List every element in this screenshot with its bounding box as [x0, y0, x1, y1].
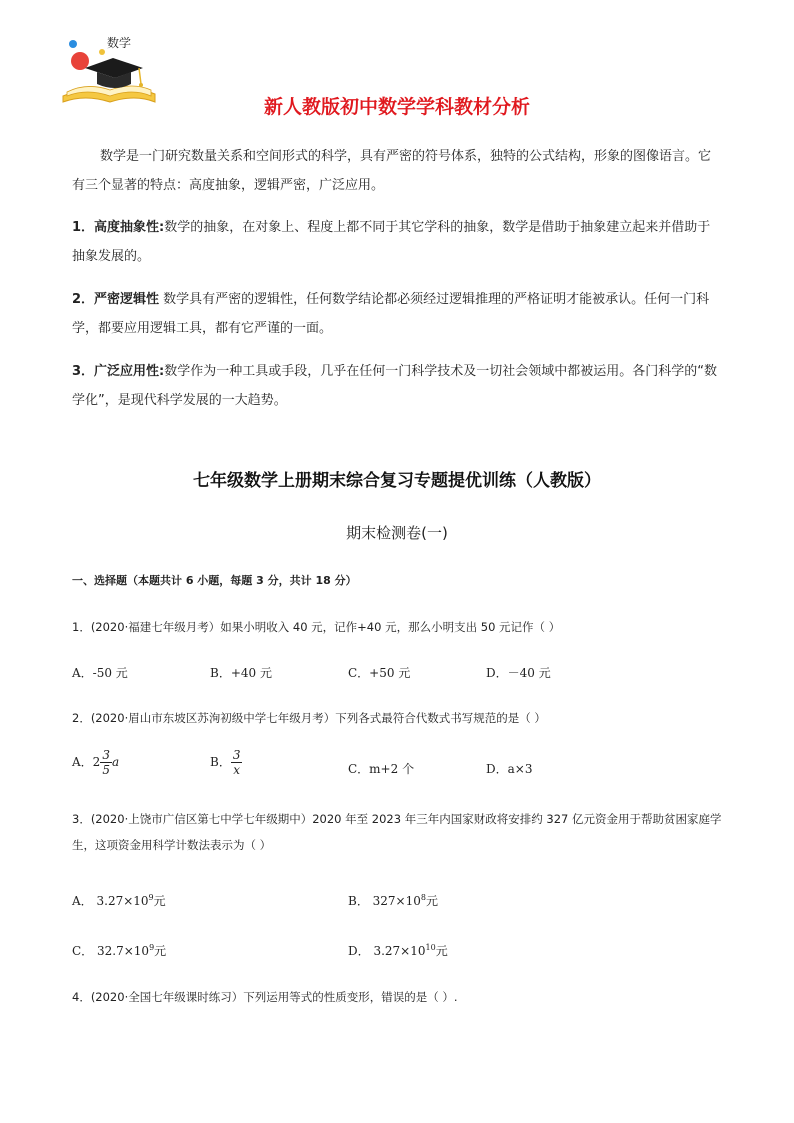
q1-option-c: C．+50 元: [348, 666, 411, 680]
q1-option-a: A．-50 元: [72, 666, 128, 680]
q3-option-b-exponent: 8: [420, 893, 426, 902]
q3-option-a-exponent: 9: [148, 893, 154, 902]
q3-option-c: [72, 942, 166, 959]
q2-option-a-whole: 2: [92, 755, 101, 769]
q2-option-c: C．m+2 个: [348, 762, 415, 776]
q2-option-b: [210, 748, 242, 777]
exam-series-title: 七年级数学上册期末综合复习专题提优训练（人教版）: [193, 471, 601, 491]
q2-option-a-numerator: 3: [102, 748, 110, 762]
q1-option-b: B．+40 元: [210, 666, 272, 680]
section-heading: 一、选择题（本题共计 6 小题，每题 3 分，共计 18 分）: [72, 574, 357, 587]
q2-option-a-fraction: [100, 748, 112, 777]
feature-logic-body: 数学具有严密的逻辑性，任何数学结论都必须经过逻辑推理的严格证明才能被承认。任何一门科学，都要应用逻辑工具，都有它严谨的一面。: [72, 292, 710, 336]
q2-option-a: [72, 748, 119, 777]
feature-application: [72, 357, 722, 415]
q2-option-b-label: B．: [210, 755, 231, 769]
q3-option-c-label: C．: [72, 944, 94, 958]
question-3: 3．(2020·上饶市广信区第七中学七年级期中）2020 年至 2023 年三年内国家财政将安排约 327 亿元资金用于帮助贫困家庭学生，这项资金用科学计数法表示为（ ）: [72, 812, 722, 852]
feature-logic: [72, 285, 722, 343]
question-2: 2．(2020·眉山市东坡区苏洵初级中学七年级月考）下列各式最符合代数式书写规范的是（ ）: [72, 711, 546, 725]
q2-option-d: D．a×3: [486, 762, 533, 776]
q3-option-b-unit: 元: [425, 894, 438, 908]
q3-option-a-unit: 元: [153, 894, 166, 908]
feature-application-body: 数学作为一种工具或手段，几乎在任何一门科学技术及一切社会领域中都被运用。各门科学的“数学化”，是现代科学发展的一大趋势。: [72, 364, 717, 408]
q3-option-d-unit: 元: [435, 944, 448, 958]
q3-option-c-base: 32.7×10: [97, 944, 150, 958]
q1-option-d: D．－40 元: [486, 666, 551, 680]
question-1: 1．(2020·福建七年级月考）如果小明收入 40 元，记作+40 元，那么小明支出 50 元记作（ ）: [72, 620, 561, 634]
feature-logic-heading: 2．严密逻辑性: [72, 292, 160, 307]
q3-option-d: [348, 942, 448, 959]
q3-option-b-base: 327×10: [372, 894, 421, 908]
intro-paragraph: 数学是一门研究数量关系和空间形式的科学，具有严密的符号体系，独特的公式结构，形象的图像语言。它有三个显著的特点：高度抽象，逻辑严密，广泛应用。: [72, 149, 712, 193]
q3-option-b: [348, 892, 438, 909]
q3-option-a-label: A．: [72, 894, 93, 908]
logo-label: 数学: [107, 36, 132, 50]
q3-option-d-exponent: 10: [425, 943, 436, 952]
feature-abstraction: [72, 213, 722, 271]
q3-option-d-base: 3.27×10: [373, 944, 426, 958]
q2-option-b-numerator: 3: [232, 748, 241, 762]
main-title: 新人教版初中数学学科教材分析: [263, 96, 530, 118]
q3-option-a: [72, 892, 166, 909]
q2-option-b-fraction: [231, 748, 243, 777]
q3-option-c-unit: 元: [154, 944, 167, 958]
feature-abstraction-body: 数学的抽象，在对象上、程度上都不同于其它学科的抽象，数学是借助于抽象建立起来并借助于抽象发展的。: [72, 220, 711, 264]
q3-option-c-exponent: 9: [149, 943, 155, 952]
q2-option-b-denominator: x: [233, 763, 241, 777]
exam-title: 期末检测卷(一): [346, 524, 448, 542]
q2-option-a-variable: a: [111, 755, 120, 769]
q2-option-a-denominator: 5: [102, 763, 110, 777]
feature-abstraction-heading: 1．高度抽象性:: [72, 220, 165, 235]
q2-option-a-label: A．: [72, 755, 93, 769]
question-4: 4．(2020·全国七年级课时练习）下列运用等式的性质变形，错误的是（ ）.: [72, 990, 458, 1004]
q3-option-d-label: D．: [348, 944, 370, 958]
q3-option-a-base: 3.27×10: [96, 894, 149, 908]
q3-option-b-label: B．: [348, 894, 369, 908]
feature-application-heading: 3．广泛应用性:: [72, 364, 165, 379]
